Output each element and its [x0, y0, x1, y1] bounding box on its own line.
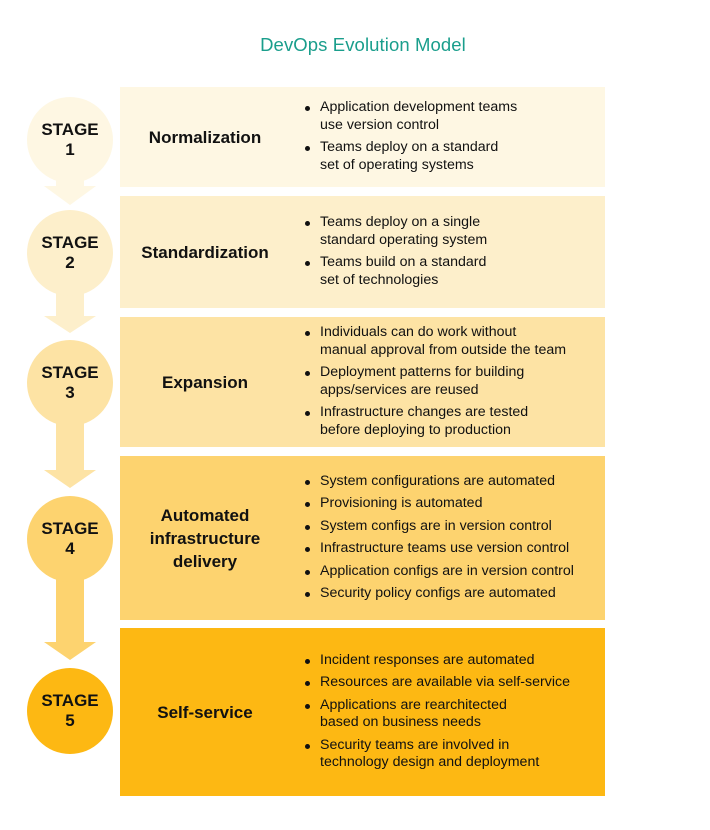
stage-bullet-list: [303, 196, 603, 308]
stage-number: 3: [65, 383, 75, 402]
bullet-item: Application development teams use version control: [303, 99, 603, 134]
diagram-title: DevOps Evolution Model: [260, 34, 466, 55]
bullet-item: Deployment patterns for building apps/services are reused: [303, 364, 603, 399]
bullet-item: Infrastructure changes are tested before deploying to production: [303, 404, 603, 439]
bullet-item: Teams deploy on a standard set of operating systems: [303, 139, 603, 174]
stage-1-panel: [120, 87, 605, 187]
stage-number: 5: [65, 711, 75, 730]
stage-name: Self-service: [157, 702, 253, 722]
stage-name: Standardization: [141, 242, 269, 262]
bullet-item: Security policy configs are automated: [303, 585, 603, 603]
stage-number: 1: [65, 140, 75, 159]
stage-name: Automated infrastructure delivery: [149, 505, 261, 571]
stage-bullet-list: [303, 456, 603, 620]
stage-bullet-list: [303, 317, 603, 447]
bullet-item: Infrastructure teams use version control: [303, 540, 603, 558]
bullet-item: Application configs are in version control: [303, 563, 603, 581]
bullet-item: System configurations are automated: [303, 473, 603, 491]
arrow-stage-4-to-5: [44, 574, 96, 660]
stage-label: STAGE: [41, 519, 99, 538]
bullet-item: Resources are available via self-service: [303, 674, 603, 692]
stage-label: STAGE: [41, 233, 99, 252]
stage-2-panel: [120, 196, 605, 308]
bullet-item: Teams deploy on a single standard operating system: [303, 214, 603, 249]
stage-name: Normalization: [148, 127, 262, 147]
stage-1-circle: [27, 97, 113, 183]
bullet-item: Teams build on a standard set of technologies: [303, 254, 603, 289]
stage-bullet-list: [303, 87, 603, 187]
stage-label: STAGE: [41, 120, 99, 139]
bullet-item: System configs are in version control: [303, 518, 603, 536]
stage-4-panel: [120, 456, 605, 620]
stage-2-circle: [27, 210, 113, 296]
stage-3-panel: [120, 317, 605, 447]
arrow-stage-3-to-4: [44, 418, 96, 488]
stage-label: STAGE: [41, 363, 99, 382]
bullet-item: Individuals can do work without manual approval from outside the team: [303, 324, 603, 359]
bullet-item: Incident responses are automated: [303, 652, 603, 670]
stage-name: Expansion: [162, 372, 248, 392]
bullet-item: Applications are rearchitected based on business needs: [303, 697, 603, 732]
bullet-item: Provisioning is automated: [303, 495, 603, 513]
stage-number: 2: [65, 253, 75, 272]
stage-4-circle: [27, 496, 113, 582]
stage-label: STAGE: [41, 691, 99, 710]
stage-5-circle: [27, 668, 113, 754]
stage-bullet-list: [303, 628, 603, 796]
stage-5-panel: [120, 628, 605, 796]
stage-number: 4: [65, 539, 75, 558]
bullet-item: Security teams are involved in technology design and deployment: [303, 737, 603, 772]
stage-3-circle: [27, 340, 113, 426]
